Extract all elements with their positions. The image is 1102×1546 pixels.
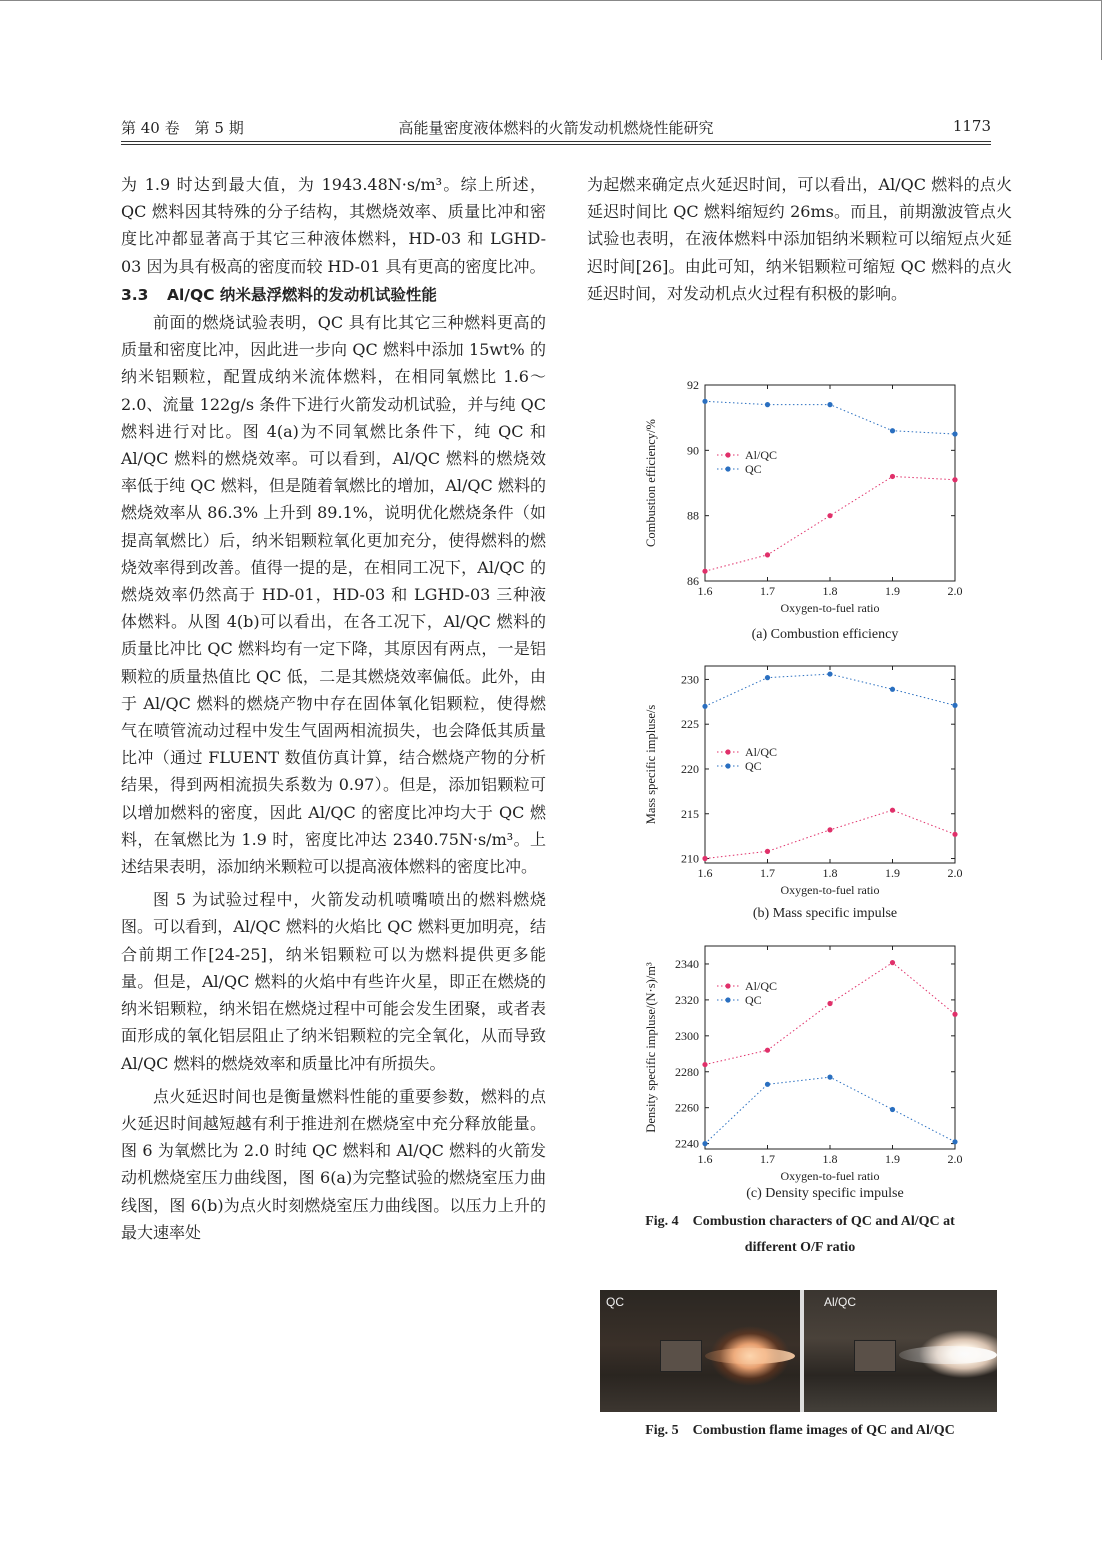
chart-b-caption: (b) Mass specific impulse <box>752 906 898 921</box>
nozzle-shape <box>660 1340 702 1372</box>
legend-label: QC <box>745 462 762 476</box>
y-tick-label: 2320 <box>675 992 699 1007</box>
x-tick-label: 1.7 <box>760 584 775 598</box>
legend-label: QC <box>745 759 762 773</box>
data-point-qc <box>827 402 832 407</box>
x-axis-label: Oxygen-to-fuel ratio <box>780 883 880 897</box>
legend-label: Al/QC <box>745 979 778 993</box>
left-column <box>121 171 546 1246</box>
chart-c-caption: (c) Density specific impulse <box>746 1186 904 1201</box>
chart-mass-specific-impulse <box>580 660 1000 909</box>
section-title: Al/QC 纳米悬浮燃料的发动机试验性能 <box>167 285 437 304</box>
chart-a-svg <box>580 375 1000 620</box>
y-tick-label: 2240 <box>675 1136 699 1151</box>
series-line-qc <box>705 1077 955 1143</box>
header-rule <box>121 141 991 142</box>
chart-combustion-efficiency <box>580 375 1000 624</box>
x-tick-label: 1.9 <box>885 584 900 598</box>
y-tick-label: 220 <box>681 761 699 776</box>
header-rule-double <box>121 144 991 145</box>
legend-marker <box>725 466 730 471</box>
data-point-qc <box>827 671 832 676</box>
x-tick-label: 1.6 <box>697 1152 713 1166</box>
fig5-caption: Fig. 5 Combustion flame images of QC and Al/QC <box>645 1423 955 1438</box>
data-point-alqc <box>702 569 707 574</box>
data-point-alqc <box>827 1001 832 1006</box>
flame-alqc <box>899 1346 997 1364</box>
chart-c-svg <box>580 938 1000 1188</box>
series-line-alqc <box>705 963 955 1065</box>
page-number: 1173 <box>952 117 991 135</box>
paragraph: 为 1.9 时达到最大值，为 1943.48N·s/m³。综上所述，QC 燃料因其特殊的分子结构，其燃烧效率、质量比冲和密度比冲都显著高于其它三种液体燃料，HD-03 和 LGHD-03 因为具有极高的密度而较 HD-01 具有更高的密度比冲。 <box>121 175 546 276</box>
data-point-alqc <box>890 474 895 479</box>
y-tick-label: 88 <box>687 508 699 523</box>
legend-label: QC <box>745 993 762 1007</box>
running-header <box>121 117 991 141</box>
y-tick-label: 92 <box>687 378 699 392</box>
data-point-qc <box>890 687 895 692</box>
x-tick-label: 2.0 <box>947 866 963 880</box>
data-point-qc <box>890 428 895 433</box>
data-point-alqc <box>765 849 770 854</box>
paragraph: 为起燃来确定点火延迟时间，可以看出，Al/QC 燃料的点火延迟时间比 QC 燃料缩短约 26ms。而且，前期激波管点火试验也表明，在液体燃料中添加铝纳米颗粒可以缩短点火延迟时间[26]。由此可知，纳米铝颗粒可缩短 QC 燃料的点火延迟时间，对发动机点火过程有积极的影响。 <box>587 175 1012 303</box>
legend-marker <box>725 997 730 1002</box>
data-point-qc <box>952 431 957 436</box>
data-point-qc <box>952 1139 957 1144</box>
series-line-qc <box>705 674 955 706</box>
fig4-caption-line2: different O/F ratio <box>744 1240 856 1255</box>
legend-marker <box>725 983 730 988</box>
data-point-alqc <box>765 552 770 557</box>
data-point-qc <box>765 675 770 680</box>
y-tick-label: 215 <box>681 806 699 821</box>
data-point-qc <box>702 704 707 709</box>
x-tick-label: 1.7 <box>760 1152 775 1166</box>
data-point-qc <box>702 399 707 404</box>
y-tick-label: 2300 <box>675 1028 699 1043</box>
journal-volume: 第 40 卷 第 5 期 <box>121 119 244 137</box>
y-tick-label: 210 <box>681 851 699 866</box>
legend-marker <box>725 763 730 768</box>
data-point-qc <box>765 1082 770 1087</box>
y-axis-label: Density specific impluse/(N·s)/m³ <box>644 962 658 1133</box>
x-tick-label: 1.8 <box>822 866 838 880</box>
y-tick-label: 2280 <box>675 1064 699 1079</box>
paragraph: 点火延迟时间也是衡量燃料性能的重要参数，燃料的点火延迟时间越短越有利于推进剂在燃烧室中充分释放能量。图 6 为氧燃比为 2.0 时纯 QC 燃料和 Al/QC 燃料的火箭发动机燃烧室压力曲线图，图 6(a)为完整试验的燃烧室压力曲线图，图 6(b)为点火时刻燃烧室压力曲线图。以压力上升的最大速率处 <box>121 1086 546 1242</box>
y-axis-label: Combustion efficiency/% <box>644 419 658 547</box>
data-point-qc <box>890 1107 895 1112</box>
fig4-caption <box>590 1209 1010 1261</box>
flame-image-qc <box>600 1290 800 1412</box>
paragraph: 前面的燃烧试验表明，QC 具有比其它三种燃料更高的质量和密度比冲，因此进一步向 QC 燃料中添加 15wt% 的纳米铝颗粒，配置成纳米流体燃料，在相同氧燃比 1.6～2.0、流量 122g/s 条件下进行火箭发动机试验，并与纯 QC 燃料进行对比。图 4(a)为不同氧燃比条件下，纯 QC 和 Al/QC 燃料的燃烧效率。可以看到，Al/QC 燃料的燃烧效率低于纯 QC 燃料，但是随着氧燃比的增加，Al/QC 燃料的燃烧效率从 86.3% 上升到 89.1%，说明优化燃烧条件（如提高氧燃比）后，纳米铝颗粒氧化更加充分，使得燃料的燃烧效率得到改善。值得一提的是，在相同工况下，Al/QC 的燃烧效率仍然高于 HD-01，HD-03 和 LGHD-03 三种液体燃料。从图 4(b)可以看出，在各工况下，Al/QC 燃料的质量比冲比 QC 燃料均有一定下降，其原因有两点，一是铝颗粒的质量热值比 QC 低，二是其燃烧效率偏低。此外，由于 Al/QC 燃料的燃烧产物中存在固体氧化铝颗粒，使得燃气在喷管流动过程中发生气固两相流损失，也会降低其质量比冲（通过 FLUENT 数值仿真计算，结合燃烧产物的分析结果，得到两相流损失系数为 0.97）。但是，添加铝颗粒可以增加燃料的密度，因此 Al/QC 的密度比冲均大于 QC 燃料，在氧燃比为 1.9 时，密度比冲达 2340.75N·s/m³。上述结果表明，添加纳米颗粒可以提高液体燃料的密度比冲。 <box>121 313 546 877</box>
plot-frame <box>705 946 955 1149</box>
page-border-top <box>0 0 1102 1</box>
x-axis-label: Oxygen-to-fuel ratio <box>780 1169 880 1183</box>
y-axis-label: Mass specific impluse/s <box>644 704 658 825</box>
nozzle-shape <box>854 1340 896 1372</box>
fig5-flame-images <box>600 1290 997 1412</box>
chart-density-specific-impulse <box>580 938 1000 1192</box>
data-point-qc <box>952 703 957 708</box>
legend-label: Al/QC <box>745 448 778 462</box>
legend-marker <box>725 452 730 457</box>
chart-a-caption: (a) Combustion efficiency <box>751 627 899 642</box>
photo-label-qc: QC <box>606 1295 624 1309</box>
data-point-qc <box>702 1141 707 1146</box>
chart-b-svg <box>580 660 1000 905</box>
data-point-alqc <box>952 832 957 837</box>
section-number: 3.3 <box>121 285 149 304</box>
data-point-qc <box>827 1075 832 1080</box>
data-point-alqc <box>827 513 832 518</box>
x-tick-label: 1.8 <box>822 584 838 598</box>
data-point-alqc <box>827 827 832 832</box>
data-point-alqc <box>952 1012 957 1017</box>
legend-label: Al/QC <box>745 745 778 759</box>
y-tick-label: 230 <box>681 672 699 687</box>
right-column <box>587 171 1012 307</box>
flame-image-alqc <box>804 1290 997 1412</box>
x-tick-label: 1.8 <box>822 1152 838 1166</box>
data-point-alqc <box>890 808 895 813</box>
x-tick-label: 1.6 <box>697 866 713 880</box>
x-axis-label: Oxygen-to-fuel ratio <box>780 601 880 615</box>
section-heading <box>121 282 546 309</box>
x-tick-label: 1.9 <box>885 866 900 880</box>
plot-frame <box>705 385 955 581</box>
y-tick-label: 2260 <box>675 1100 699 1115</box>
paragraph: 图 5 为试验过程中，火箭发动机喷嘴喷出的燃料燃烧图。可以看到，Al/QC 燃料的火焰比 QC 燃料更加明亮，结合前期工作[24-25]，纳米铝颗粒可以为燃料提供更多能量。但是，Al/QC 燃料的火焰中有些许火星，即正在燃烧的纳米铝颗粒，纳米铝在燃烧过程中可能会发生团聚，或者表面形成的氧化铝层阻止了纳米铝颗粒的完全氧化，从而导致 Al/QC 燃料的燃烧效率和质量比冲有所损失。 <box>121 890 546 1073</box>
flame-qc <box>705 1348 795 1364</box>
photo-label-alqc: Al/QC <box>824 1295 857 1309</box>
series-line-alqc <box>705 476 955 571</box>
x-tick-label: 1.7 <box>760 866 775 880</box>
data-point-qc <box>765 402 770 407</box>
x-tick-label: 1.6 <box>697 584 713 598</box>
x-tick-label: 2.0 <box>947 1152 963 1166</box>
fig4-caption-line1: Fig. 4 Combustion characters of QC and Al/QC at <box>645 1214 955 1229</box>
y-tick-label: 90 <box>687 443 699 458</box>
data-point-alqc <box>952 477 957 482</box>
y-tick-label: 2340 <box>675 956 699 971</box>
y-tick-label: 86 <box>687 574 699 588</box>
running-title: 高能量密度液体燃料的火箭发动机燃烧性能研究 <box>398 119 714 137</box>
data-point-alqc <box>765 1048 770 1053</box>
legend-marker <box>725 749 730 754</box>
x-tick-label: 2.0 <box>947 584 963 598</box>
data-point-alqc <box>702 856 707 861</box>
y-tick-label: 225 <box>681 717 699 732</box>
series-line-alqc <box>705 810 955 858</box>
data-point-alqc <box>702 1062 707 1067</box>
data-point-alqc <box>890 960 895 965</box>
x-tick-label: 1.9 <box>885 1152 900 1166</box>
